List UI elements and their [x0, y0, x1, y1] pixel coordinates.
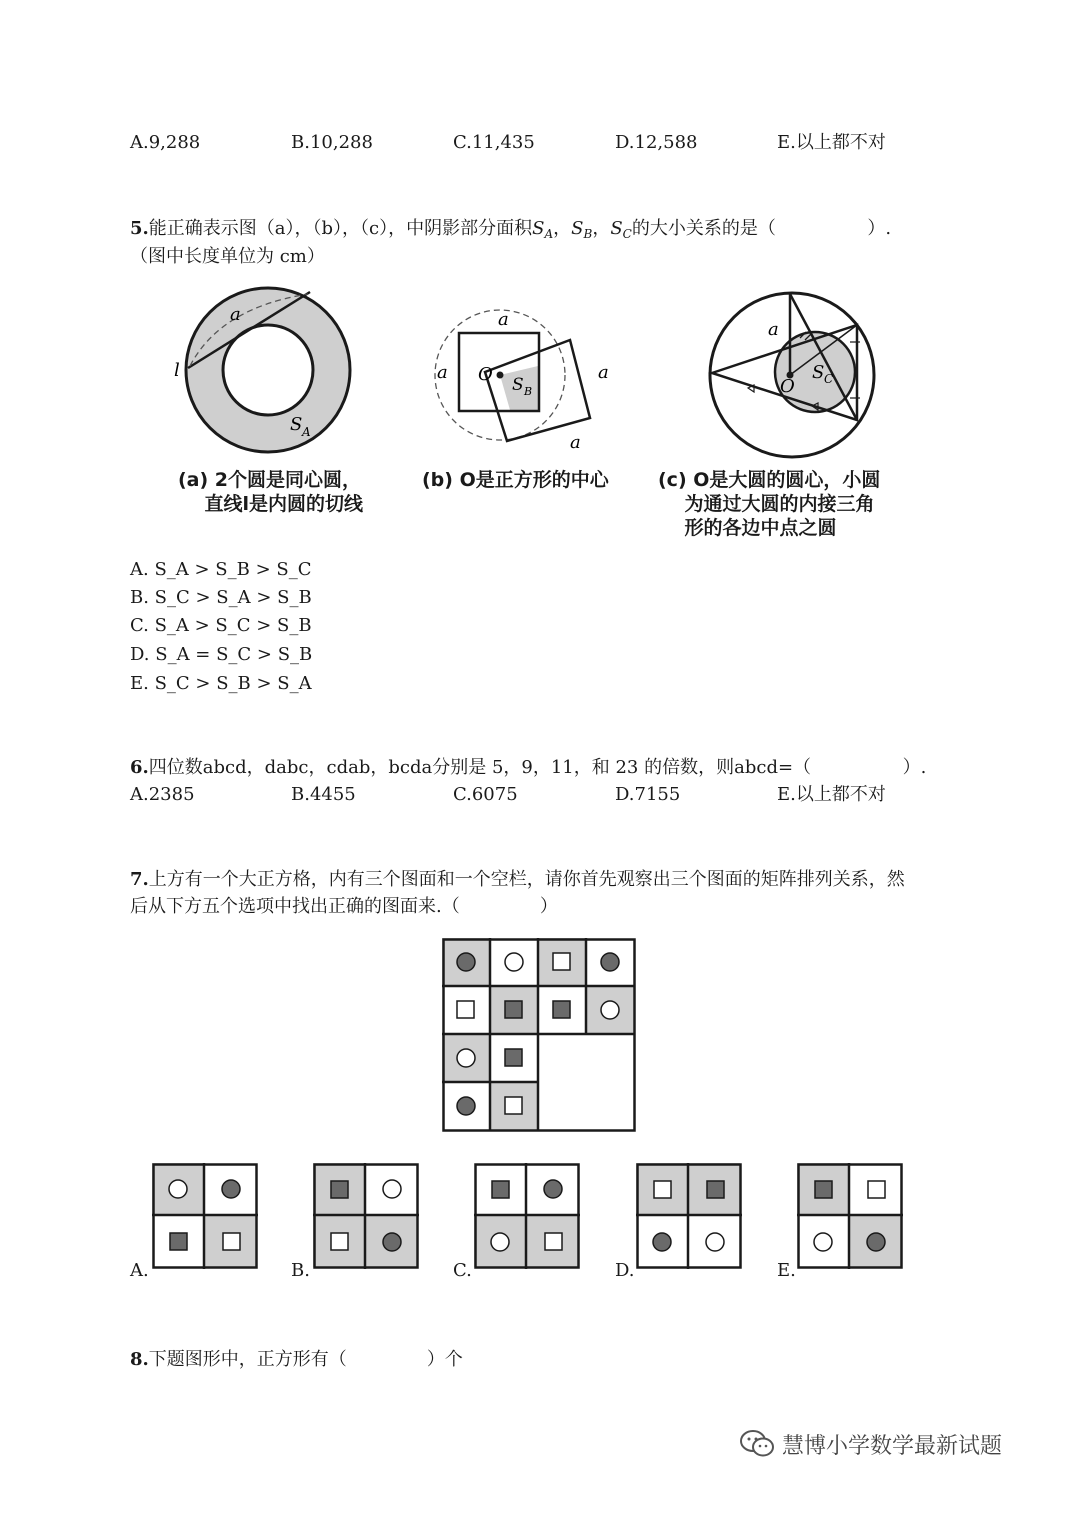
q5-option-c: C. S_A > S_C > S_B [130, 615, 312, 636]
q5-caption-a: (a) 2个圆是同心圆， 直线l是内圆的切线 [178, 469, 363, 515]
q8-number: 8. [130, 1349, 149, 1370]
fig-b-center-dot [497, 372, 504, 379]
q7-number: 7. [130, 869, 149, 890]
q6-option-e: E.以上都不对 [777, 784, 886, 805]
q5-caption-c: (c) O是大圆的圆心，小圆 为通过大圆的内接三角 形的各边中点之圆 [658, 469, 881, 539]
q6-option-d: D.7155 [615, 784, 681, 805]
q5-option-d: D. S_A = S_C > S_B [130, 644, 313, 665]
figure-a [174, 288, 350, 452]
q6-number: 6. [130, 757, 149, 778]
q5-text-after: 的大小关系的是（ ）. [631, 218, 892, 239]
fig-b-sb-label: S [512, 375, 524, 395]
fig-c-a-label: a [768, 319, 779, 340]
q7-option-a-figure [152, 1163, 260, 1271]
q4-option-a: A.9,288 [130, 132, 201, 153]
q4-option-c: C.11,435 [453, 132, 535, 153]
q7-option-d-letter: D. [615, 1260, 635, 1281]
q5-sc-sub: C [622, 227, 632, 241]
q6-stem [130, 759, 926, 777]
q5-sep1: ， [553, 218, 572, 239]
q5-sc: S [610, 218, 623, 239]
fig-b-o-label: O [478, 364, 493, 385]
watermark [738, 1428, 1002, 1460]
fig-c-sc-sub: C [824, 372, 834, 386]
q7-option-b-figure [313, 1163, 421, 1271]
q7-option-b-letter: B. [291, 1260, 310, 1281]
q5-caption-b: (b) O是正方形的中心 [422, 469, 609, 491]
q5-option-a: A. S_A > S_B > S_C [130, 559, 312, 580]
q4-option-d: D.12,588 [615, 132, 698, 153]
q5-sa: S [532, 218, 545, 239]
q5-sep2: ， [592, 218, 611, 239]
wechat-icon [738, 1428, 776, 1460]
q6-option-a: A.2385 [130, 784, 195, 805]
fig-a-sa-sub: A [302, 425, 311, 439]
q5-text-before: 能正确表示图（a），（b），（c），中阴影部分面积 [148, 218, 533, 239]
q5-number: 5. [130, 218, 149, 239]
q7-option-e-letter: E. [777, 1260, 796, 1281]
q5-option-b: B. S_C > S_A > S_B [130, 587, 312, 608]
fig-a-a-label: a [230, 304, 241, 325]
q6-option-c: C.6075 [453, 784, 518, 805]
figure-b [435, 309, 609, 453]
q7-option-a-letter: A. [130, 1260, 149, 1281]
q5-figures [160, 280, 920, 470]
fig-a-l-label: l [174, 360, 180, 381]
q6-text: 四位数abcd，dabc，cdab，bcda分别是 5，9，11，和 23 的倍数，则abcd=（ ）. [148, 757, 927, 778]
fig-b-a-left: a [437, 362, 448, 383]
q4-option-e: E.以上都不对 [777, 132, 886, 153]
fig-b-a-right: a [598, 362, 609, 383]
q7-option-c-figure [474, 1163, 582, 1271]
q5-option-e: E. S_C > S_B > S_A [130, 673, 312, 694]
fig-c-sc-label: S [812, 362, 825, 383]
fig-c-o-label: O [780, 376, 795, 397]
fig-a-sa-label: S [290, 414, 303, 435]
q7-line2: 后从下方五个选项中找出正确的图面来.（ ） [130, 896, 558, 917]
q5-sb: S [571, 218, 584, 239]
q7-option-c-letter: C. [453, 1260, 472, 1281]
watermark-text: 慧博小学数学最新试题 [782, 1433, 1003, 1459]
q5-line2: （图中长度单位为 cm） [130, 246, 325, 267]
q4-option-b: B.10,288 [291, 132, 373, 153]
fig-b-a-top: a [498, 309, 509, 330]
q7-option-e-figure [797, 1163, 905, 1271]
fig-b-a-bottom: a [570, 432, 581, 453]
q7-option-d-figure [636, 1163, 744, 1271]
q5-stem [130, 220, 891, 240]
figure-c [710, 293, 874, 457]
fig-b-sb-sub: B [524, 385, 533, 398]
q7-text-1: 上方有一个大正方格，内有三个图面和一个空栏，请你首先观察出三个图面的矩阵排列关系，然 [148, 869, 905, 890]
q5-sb-sub: B [583, 227, 593, 241]
q8-text: 下题图形中，正方形有（ ）个 [148, 1349, 463, 1370]
q8-stem [130, 1351, 463, 1369]
q7-main-grid [442, 938, 638, 1134]
q5-sa-sub: A [544, 227, 554, 241]
q7-line1 [130, 871, 905, 889]
q6-option-b: B.4455 [291, 784, 356, 805]
